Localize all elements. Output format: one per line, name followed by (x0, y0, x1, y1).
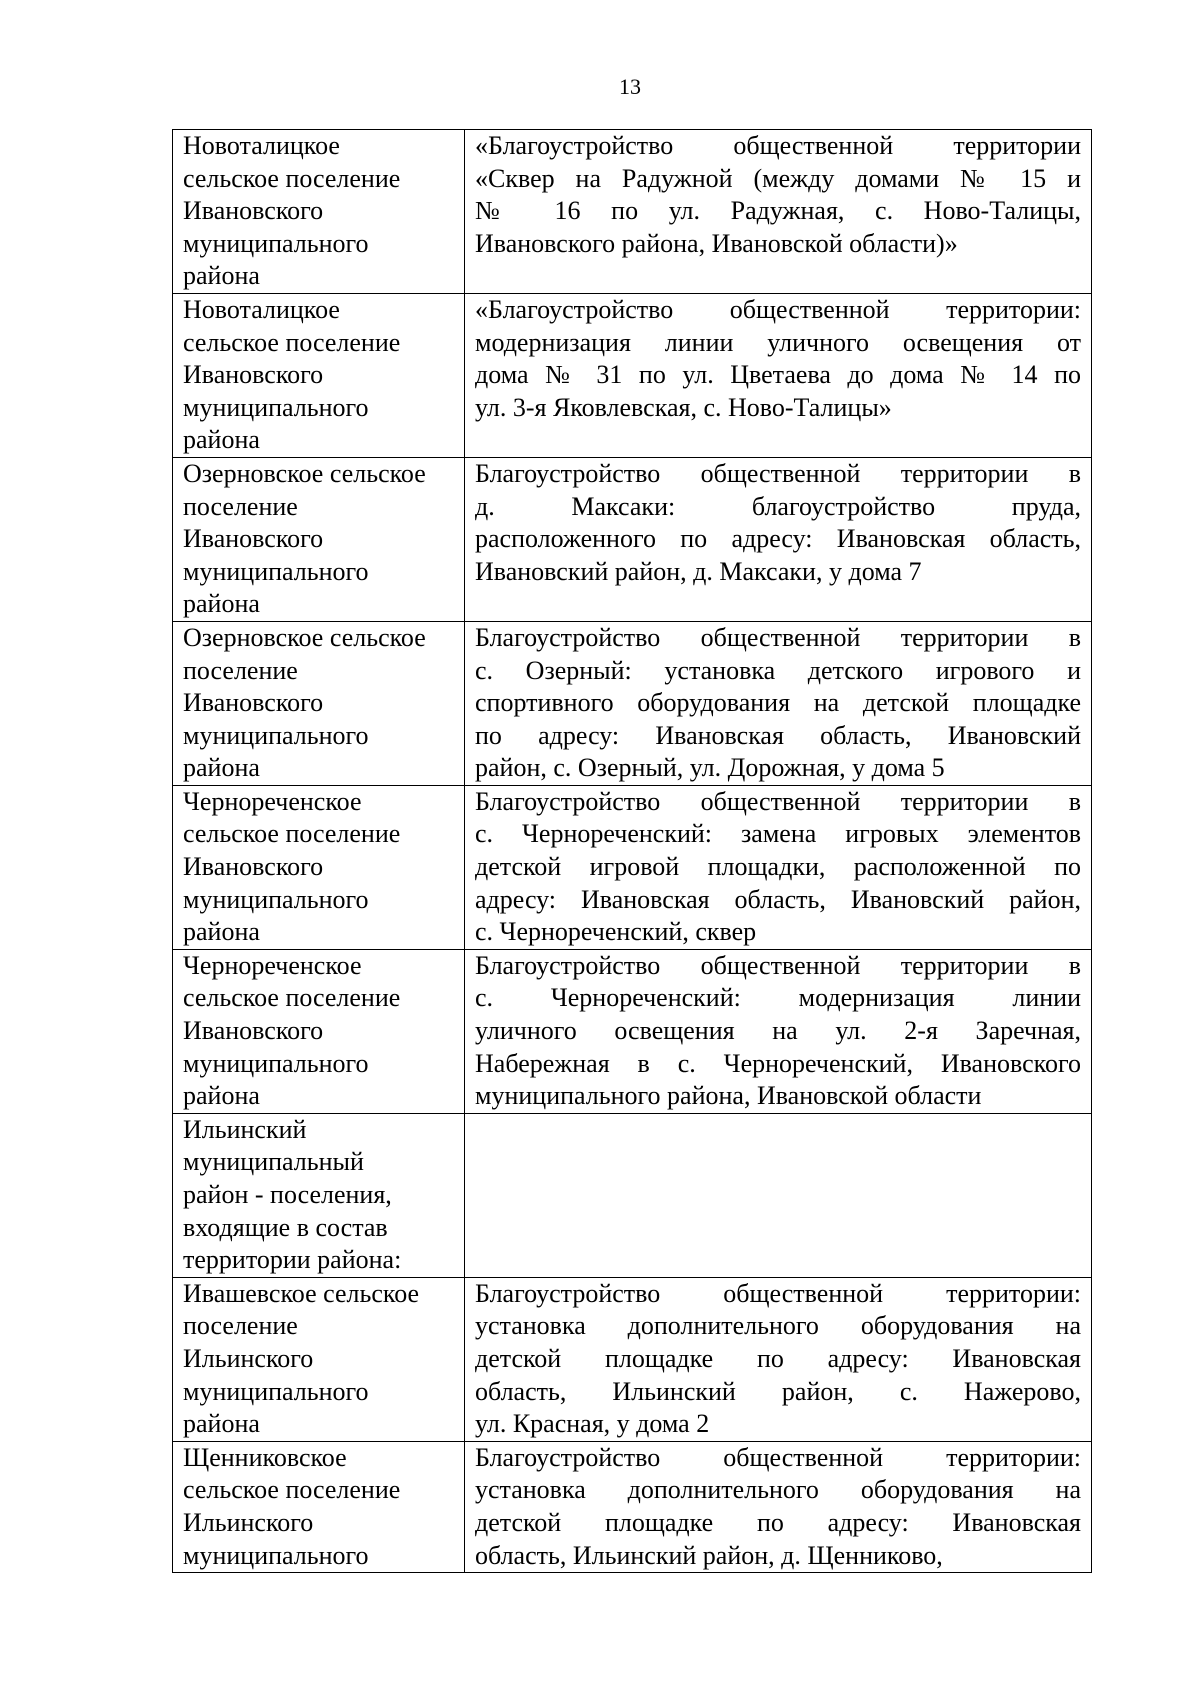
settlement-name-line: Ильинского (183, 1507, 314, 1537)
settlement-name-line: Щенниковское (183, 1442, 347, 1472)
project-description-line: Благоустройство общественной территории в (475, 786, 1081, 816)
project-description-cell (465, 621, 1092, 785)
project-description-cell (465, 293, 1092, 457)
settlement-name-line: Новоталицкое (183, 294, 340, 324)
settlement-name-line: Чернореченское (183, 786, 362, 816)
project-description-cell (465, 1441, 1092, 1572)
project-description-line: детской игровой площадки, расположенной по (475, 852, 1081, 882)
project-description-line: область, Ильинский район, д. Щенниково, (475, 1540, 943, 1570)
table-body (173, 130, 1092, 1573)
settlement-name-line: поселение (183, 655, 298, 685)
settlement-name-line: района (183, 589, 260, 619)
project-description-line: ул. 3-я Яковлевская, с. Ново-Талицы» (475, 392, 892, 422)
project-description-line: область, Ильинский район, с. Нажерово, (475, 1376, 1081, 1406)
project-description-line: Ивановский район, д. Максаки, у дома 7 (475, 556, 922, 586)
settlement-name-line: района (183, 1409, 260, 1439)
table-row (173, 785, 1092, 949)
project-description-line: с. Озерный: установка детского игрового и (475, 655, 1081, 685)
project-description-cell (465, 949, 1092, 1113)
settlement-name-line: территории района: (183, 1245, 402, 1275)
settlement-name-line: Ивановского (183, 688, 324, 718)
settlement-name-line: района (183, 425, 260, 455)
project-description-line: детской площадке по адресу: Ивановская (475, 1343, 1081, 1373)
settlement-name-line: муниципального (183, 1048, 369, 1078)
settlement-name-line: Ивашевское сельское (183, 1278, 420, 1308)
project-description-cell (465, 457, 1092, 621)
project-description-line: расположенного по адресу: Ивановская область, (475, 524, 1081, 554)
settlement-name-cell (173, 457, 465, 621)
project-description-line: уличного освещения на ул. 2-я Заречная, (475, 1016, 1081, 1046)
project-description-line: Благоустройство общественной территории в (475, 622, 1081, 652)
settlement-name-line: Озерновское сельское (183, 622, 426, 652)
settlement-name-line: муниципального (183, 556, 369, 586)
project-description-line: Набережная в с. Чернореченский, Ивановского (475, 1048, 1081, 1078)
project-description-line: установка дополнительного оборудования на (475, 1475, 1081, 1505)
project-description-cell (465, 785, 1092, 949)
table-row (173, 293, 1092, 457)
project-description-line: адресу: Ивановская область, Ивановский район, (475, 884, 1081, 914)
settlement-name-cell (173, 1113, 465, 1277)
settlement-name-line: Ивановского (183, 196, 324, 226)
project-description-line: муниципального района, Ивановской области (475, 1081, 982, 1111)
project-description-line: № 16 по ул. Радужная, с. Ново-Талицы, (475, 196, 1081, 226)
project-description-line: установка дополнительного оборудования на (475, 1311, 1081, 1341)
settlement-name-line: Ивановского (183, 1016, 324, 1046)
project-description-line: Благоустройство общественной территории: (475, 1278, 1081, 1308)
page-number: 13 (619, 74, 641, 99)
table-row (173, 1277, 1092, 1441)
project-description-line: Благоустройство общественной территории в (475, 458, 1081, 488)
settlement-name-line: района (183, 753, 260, 783)
settlement-name-line: сельское поселение (183, 327, 401, 357)
settlement-name-cell (173, 621, 465, 785)
settlement-name-line: муниципального (183, 884, 369, 914)
settlement-name-line: поселение (183, 491, 298, 521)
settlement-name-line: муниципальный (183, 1147, 364, 1177)
settlement-name-line: сельское поселение (183, 983, 401, 1013)
settlement-name-line: Ивановского (183, 852, 324, 882)
project-description-line: с. Чернореченский: замена игровых элементов (475, 819, 1081, 849)
settlement-name-line: района (183, 261, 260, 291)
settlement-name-line: района (183, 917, 260, 947)
project-description-line: «Благоустройство общественной территории (475, 131, 1081, 160)
project-description-line: район, с. Озерный, ул. Дорожная, у дома 5 (475, 753, 945, 783)
project-description-line: «Благоустройство общественной территории: (475, 294, 1081, 324)
project-description-cell (465, 1113, 1092, 1277)
table-row (173, 949, 1092, 1113)
settlement-name-line: Ивановского (183, 360, 324, 390)
project-description-line: модернизация линии уличного освещения от (475, 327, 1081, 357)
settlement-name-line: сельское поселение (183, 1475, 401, 1505)
settlement-name-line: муниципального (183, 720, 369, 750)
table-row (173, 1113, 1092, 1277)
project-description-line: «Сквер на Радужной (между домами № 15 и (475, 163, 1081, 193)
settlement-name-cell (173, 293, 465, 457)
project-description-cell (465, 1277, 1092, 1441)
settlement-name-cell (173, 1277, 465, 1441)
settlement-name-line: сельское поселение (183, 819, 401, 849)
settlement-name-line: Новоталицкое (183, 131, 340, 160)
project-description-line: ул. Красная, у дома 2 (475, 1409, 710, 1439)
settlement-name-cell (173, 785, 465, 949)
settlement-name-line: район - поселения, (183, 1180, 392, 1209)
settlement-name-line: Чернореченское (183, 950, 362, 980)
project-description-line: спортивного оборудования на детской площадке (475, 688, 1081, 718)
project-description-line: Ивановского района, Ивановской области)» (475, 228, 958, 258)
settlement-name-line: муниципального (183, 392, 369, 422)
settlement-name-line: Озерновское сельское (183, 458, 426, 488)
settlement-name-line: муниципального (183, 1540, 369, 1570)
project-description-line: с. Чернореченский: модернизация линии (475, 983, 1081, 1013)
table-row (173, 130, 1092, 294)
project-description-line: дома № 31 по ул. Цветаева до дома № 14 по (475, 360, 1081, 390)
settlement-name-line: района (183, 1081, 260, 1111)
project-description-line: Благоустройство общественной территории: (475, 1442, 1081, 1472)
settlement-name-line: поселение (183, 1311, 298, 1341)
project-description-line: по адресу: Ивановская область, Ивановский (475, 720, 1081, 750)
settlement-name-line: входящие в состав (183, 1212, 388, 1242)
settlement-name-line: муниципального (183, 1376, 369, 1406)
settlement-name-line: сельское поселение (183, 163, 401, 193)
project-description-line: д. Максаки: благоустройство пруда, (475, 491, 1081, 521)
settlement-name-cell (173, 130, 465, 294)
settlement-name-line: Ивановского (183, 524, 324, 554)
settlements-table (172, 129, 1092, 1573)
settlement-name-line: Ильинского (183, 1343, 314, 1373)
table-row (173, 621, 1092, 785)
settlement-name-line: Ильинский (183, 1114, 307, 1144)
settlement-name-cell (173, 949, 465, 1113)
project-description-cell (465, 130, 1092, 294)
table-row (173, 457, 1092, 621)
project-description-line: Благоустройство общественной территории в (475, 950, 1081, 980)
table-row (173, 1441, 1092, 1572)
settlement-name-line: муниципального (183, 228, 369, 258)
settlement-name-cell (173, 1441, 465, 1572)
project-description-line: с. Чернореченский, сквер (475, 917, 757, 947)
project-description-line: детской площадке по адресу: Ивановская (475, 1507, 1081, 1537)
